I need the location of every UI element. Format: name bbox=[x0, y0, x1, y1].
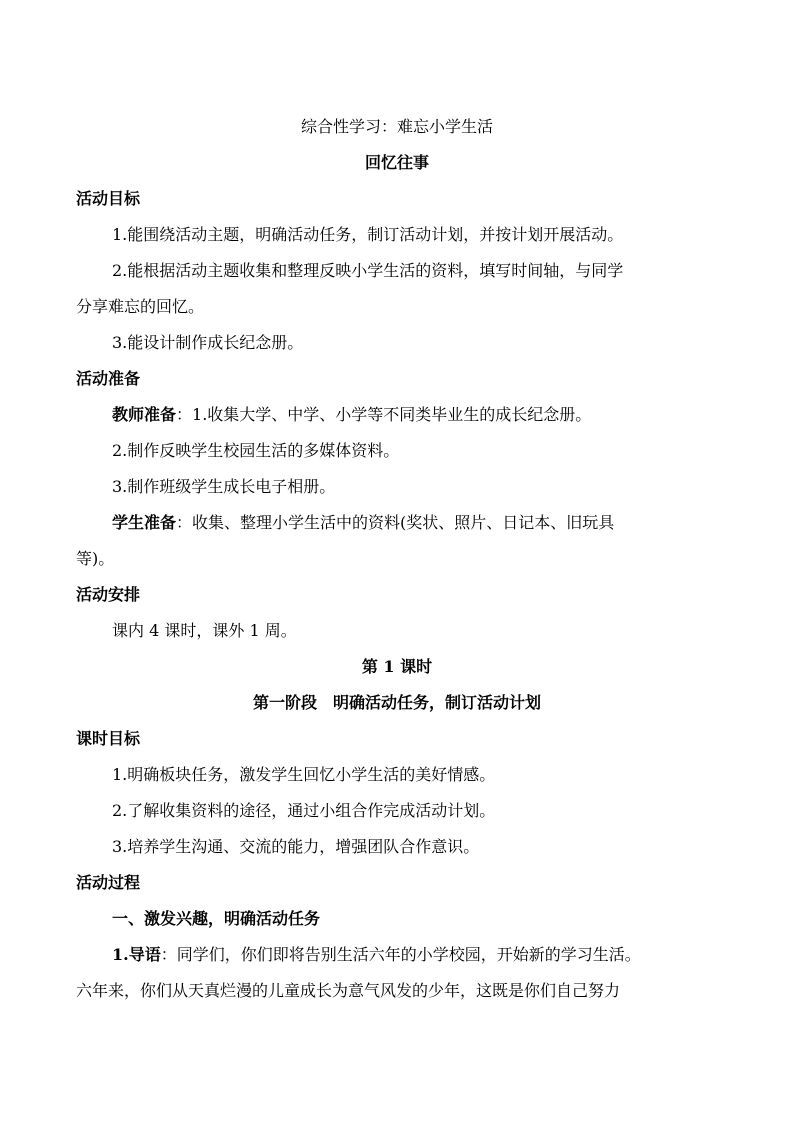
intro-line-1 bbox=[112, 945, 641, 965]
document-title: 综合性学习：难忘小学生活 bbox=[300, 117, 493, 136]
schedule-heading: 活动安排 bbox=[76, 585, 141, 604]
intro-line-2: 六年来，你们从天真烂漫的儿童成长为意气风发的少年，这既是你们自己努力 bbox=[76, 981, 621, 1000]
lesson-title: 第 1 课时 bbox=[361, 657, 433, 676]
student-prep-line-1 bbox=[112, 513, 614, 533]
lesson-goal-item-2: 2.了解收集资料的途径，通过小组合作完成活动计划。 bbox=[112, 801, 496, 820]
prep-heading: 活动准备 bbox=[76, 369, 141, 388]
process-step-1: 一、激发兴趣，明确活动任务 bbox=[112, 909, 321, 928]
process-heading: 活动过程 bbox=[76, 873, 141, 892]
goals-heading: 活动目标 bbox=[76, 189, 141, 208]
student-prep-text-1: ：收集、整理小学生活中的资料(奖状、照片、日记本、旧玩具 bbox=[176, 513, 615, 532]
goal-item-2-line-2: 分享难忘的回忆。 bbox=[76, 297, 205, 316]
teacher-prep-line-2: 2.制作反映学生校园生活的多媒体资料。 bbox=[112, 441, 400, 460]
lesson-goal-item-3: 3.培养学生沟通、交流的能力，增强团队合作意识。 bbox=[112, 837, 480, 856]
teacher-prep-text-1: ：1.收集大学、中学、小学等不同类毕业生的成长纪念册。 bbox=[176, 405, 592, 424]
goal-item-1: 1.能围绕活动主题，明确活动任务，制订活动计划，并按计划开展活动。 bbox=[112, 225, 624, 244]
goal-item-2-line-1: 2.能根据活动主题收集和整理反映小学生活的资料，填写时间轴，与同学 bbox=[112, 261, 624, 280]
document-subtitle: 回忆往事 bbox=[364, 153, 429, 172]
student-prep-line-2: 等)。 bbox=[76, 549, 115, 568]
intro-label: 1.导语 bbox=[112, 945, 161, 964]
stage-title: 第一阶段 明确活动任务，制订活动计划 bbox=[252, 693, 541, 712]
teacher-prep-line-3: 3.制作班级学生成长电子相册。 bbox=[112, 477, 336, 496]
lesson-goals-heading: 课时目标 bbox=[76, 729, 141, 748]
intro-text-1: ：同学们，你们即将告别生活六年的小学校园，开始新的学习生活。 bbox=[160, 945, 641, 964]
schedule-text: 课内 4 课时，课外 1 周。 bbox=[112, 621, 297, 640]
student-prep-label: 学生准备 bbox=[112, 513, 177, 532]
goal-item-3: 3.能设计制作成长纪念册。 bbox=[112, 333, 304, 352]
teacher-prep-label: 教师准备 bbox=[112, 405, 177, 424]
lesson-goal-item-1: 1.明确板块任务，激发学生回忆小学生活的美好情感。 bbox=[112, 765, 496, 784]
teacher-prep-line-1 bbox=[112, 405, 591, 425]
